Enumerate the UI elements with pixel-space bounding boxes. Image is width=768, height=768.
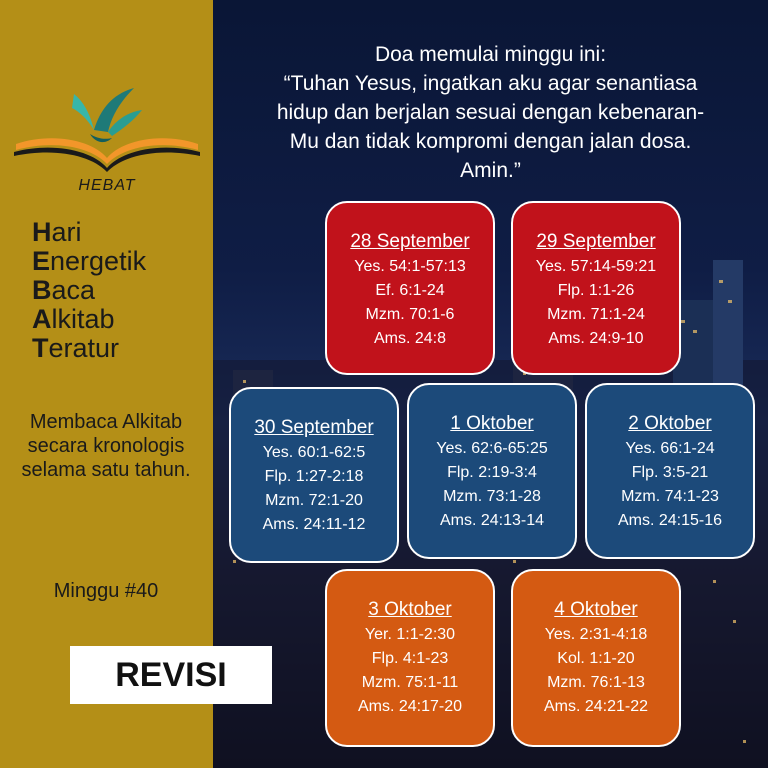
day-date: 29 September (536, 231, 656, 252)
acronym-line: Hari (32, 217, 82, 247)
reading-line: Mzm. 76:1-13 (547, 674, 645, 691)
reading-line: Ams. 24:21-22 (543, 698, 649, 715)
reading-line: Flp. 1:1-26 (557, 282, 635, 299)
program-description: Membaca Alkitab secara kronologis selama satu tahun. (21, 411, 191, 481)
acronym-block (32, 218, 146, 363)
day-card (511, 569, 681, 747)
prayer-line: hidup dan berjalan sesuai dengan kebenaran- (276, 101, 705, 124)
day-date: 4 Oktober (554, 599, 638, 620)
day-card (407, 383, 577, 559)
reading-line: Yes. 2:31-4:18 (544, 626, 648, 643)
reading-line: Flp. 1:27-2:18 (264, 468, 364, 485)
day-card (325, 569, 495, 747)
day-card (511, 201, 681, 375)
reading-line: Flp. 3:5-21 (631, 464, 709, 481)
reading-line: Yes. 54:1-57:13 (354, 258, 466, 275)
reading-line: Yes. 62:6-65:25 (436, 440, 548, 457)
reading-line: Mzm. 73:1-28 (443, 488, 541, 505)
prayer-line: Amin.” (460, 159, 521, 182)
reading-line: Flp. 2:19-3:4 (447, 464, 537, 481)
reading-line: Ams. 24:13-14 (439, 512, 545, 529)
hebat-logo (12, 80, 202, 195)
reading-line: Ef. 6:1-24 (375, 282, 445, 299)
acronym-line: Energetik (32, 246, 147, 276)
prayer-line: Mu dan tidak kompromi dengan jalan dosa. (289, 130, 692, 153)
week-label: Minggu #40 (53, 580, 159, 602)
day-card (585, 383, 755, 559)
day-card (229, 387, 399, 563)
reading-line: Mzm. 71:1-24 (547, 306, 645, 323)
acronym-line: Baca (32, 275, 96, 305)
prayer-line: Doa memulai minggu ini: (374, 43, 607, 66)
main-panel (213, 0, 768, 768)
reading-line: Ams. 24:17-20 (357, 698, 463, 715)
day-date: 30 September (254, 417, 374, 438)
prayer-line: “Tuhan Yesus, ingatkan aku agar senantiasa (283, 72, 698, 95)
reading-line: Ams. 24:11-12 (262, 516, 366, 533)
revisi-badge: REVISI (70, 646, 272, 704)
reading-line: Mzm. 72:1-20 (265, 492, 363, 509)
acronym-line: Teratur (32, 333, 120, 363)
reading-line: Yer. 1:1-2:30 (364, 626, 456, 643)
reading-line: Ams. 24:8 (373, 330, 447, 347)
reading-line: Ams. 24:15-16 (617, 512, 723, 529)
acronym-line: Alkitab (32, 304, 115, 334)
reading-line: Mzm. 75:1-11 (361, 674, 459, 691)
reading-line: Mzm. 74:1-23 (621, 488, 719, 505)
logo-text: HEBAT (78, 177, 136, 194)
reading-line: Yes. 60:1-62:5 (262, 444, 366, 461)
reading-line: Yes. 66:1-24 (625, 440, 715, 457)
day-card (325, 201, 495, 375)
day-date: 28 September (350, 231, 470, 252)
reading-line: Kol. 1:1-20 (557, 650, 635, 667)
reading-line: Flp. 4:1-23 (371, 650, 449, 667)
reading-line: Yes. 57:14-59:21 (535, 258, 657, 275)
day-date: 2 Oktober (628, 413, 712, 434)
prayer-text (213, 40, 768, 185)
reading-line: Ams. 24:9-10 (548, 330, 644, 347)
day-date: 1 Oktober (450, 413, 534, 434)
day-date: 3 Oktober (368, 599, 452, 620)
reading-line: Mzm. 70:1-6 (365, 306, 455, 323)
